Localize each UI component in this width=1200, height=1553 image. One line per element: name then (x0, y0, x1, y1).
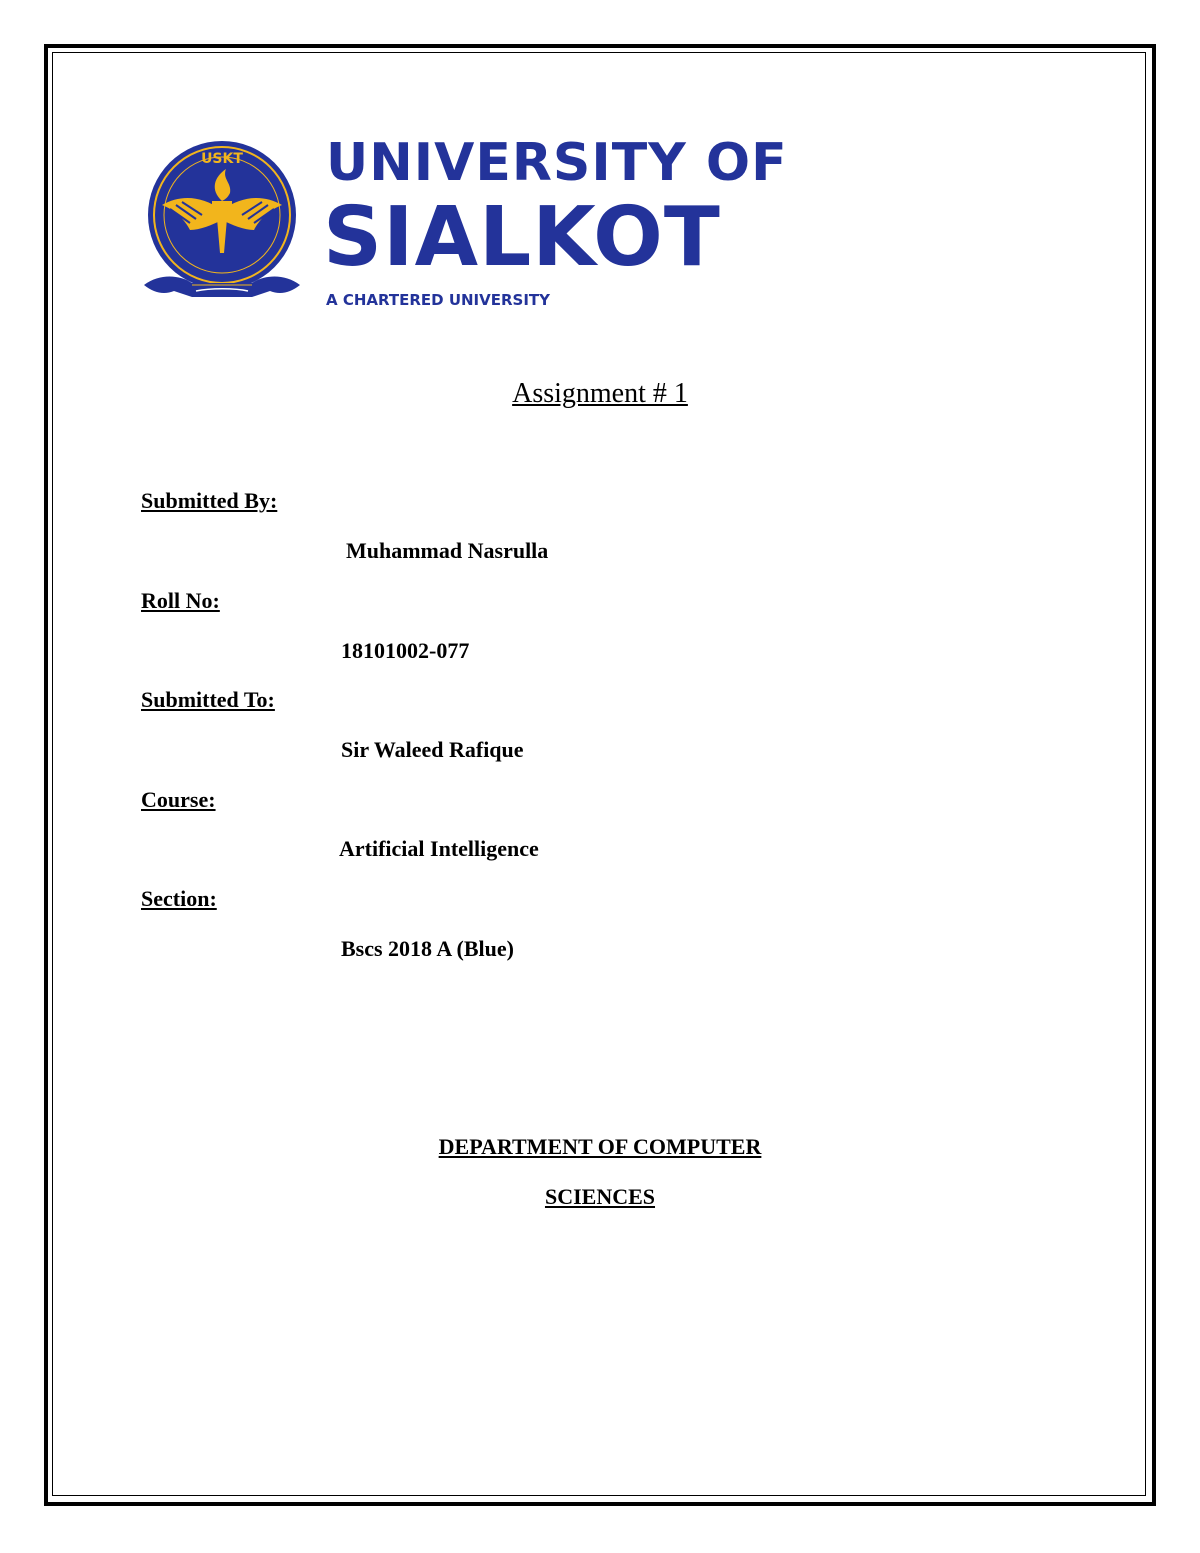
wordmark-line-2: SIALKOT (323, 190, 721, 285)
course-value: Artificial Intelligence (339, 836, 539, 861)
assignment-title: Assignment # 1 (512, 378, 688, 409)
submitted-to-label: Submitted To: (141, 687, 275, 712)
seal-text: USKT (201, 151, 243, 167)
wordmark-tagline: A CHARTERED UNIVERSITY (326, 291, 551, 309)
submitted-to-value: Sir Waleed Rafique (341, 737, 524, 762)
submitted-by-value: Muhammad Nasrulla (346, 538, 549, 563)
course-label: Course: (141, 787, 216, 812)
department-line-1: DEPARTMENT OF COMPUTER (438, 1134, 762, 1159)
wordmark-line-1: UNIVERSITY OF (326, 133, 788, 193)
university-seal-icon (140, 135, 310, 315)
roll-no-value: 18101002-077 (341, 638, 470, 663)
roll-no-label: Roll No: (141, 588, 220, 613)
department-line-2: SCIENCES (544, 1184, 656, 1209)
submitted-by-label: Submitted By: (141, 488, 278, 513)
section-value: Bscs 2018 A (Blue) (341, 936, 514, 961)
university-logo (140, 133, 788, 315)
section-label: Section: (141, 886, 217, 911)
